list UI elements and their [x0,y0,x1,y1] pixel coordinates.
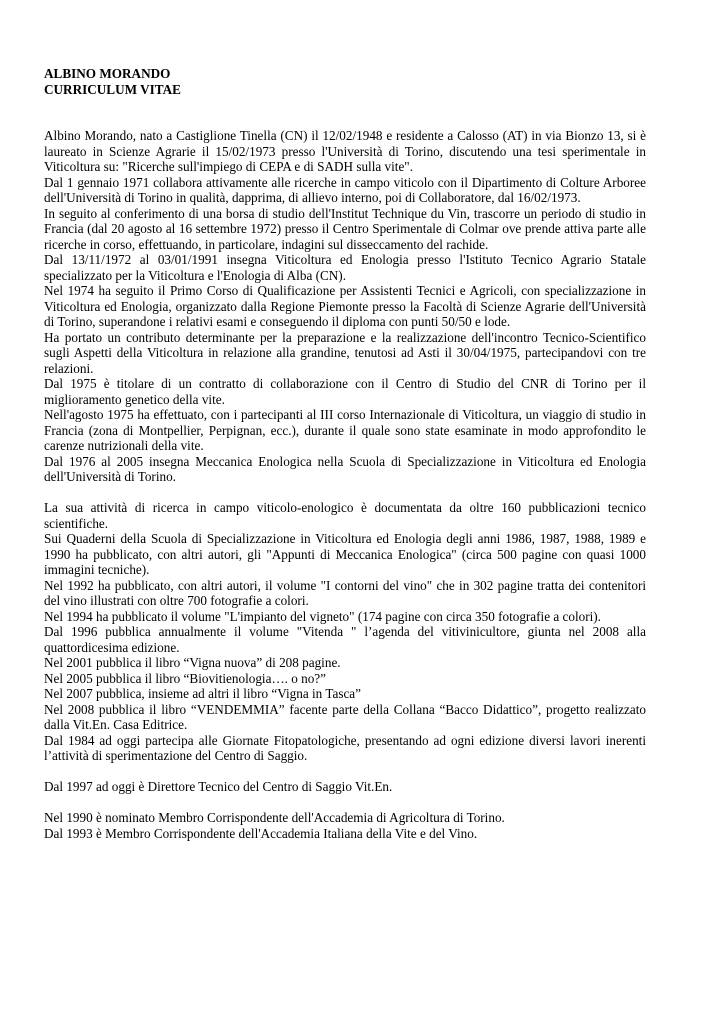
document-title: CURRICULUM VITAE [44,81,181,97]
paragraph: Dal 1975 è titolare di un contratto di collaborazione con il Centro di Studio del CNR di Torino per il miglioramento genetico della vite. [44,376,646,407]
header-block [44,66,646,97]
section-career [44,128,646,485]
paragraph: Nel 2007 pubblica, insieme ad altri il libro “Vigna in Tasca” [44,686,362,701]
paragraph: La sua attività di ricerca in campo viticolo-enologico è documentata da oltre 160 pubblicazioni tecnico scientifiche. [44,500,646,531]
paragraph: In seguito al conferimento di una borsa di studio dell'Institut Technique du Vin, trascorre un periodo di studio in Francia (dal 20 agosto al 16 settembre 1972) presso il Centro Sperimentale di Colmar ove prende attiva parte alle ricerche in corso, effettuando, in particolare, indagini sul disseccamento del rachide. [44,205,646,252]
paragraph: Dal 1997 ad oggi è Direttore Tecnico del Centro di Saggio Vit.En. [44,779,393,794]
paragraph-gap [44,795,646,811]
paragraph: Ha portato un contributo determinante per la preparazione e la realizzazione dell'incontro Tecnico-Scientifico sugli Aspetti della Viticoltura in relazione alla grandine, tenutosi ad Asti il 30/04/1975, partecipandovi con tre relazioni. [44,329,646,376]
paragraph: Dal 1976 al 2005 insegna Meccanica Enologica nella Scuola di Specializzazione in Viticoltura ed Enologia dell'Università di Torino. [44,453,646,484]
paragraph: Dal 1 gennaio 1971 collabora attivamente alle ricerche in campo viticolo con il Dipartimento di Colture Arboree dell'Università di Torino in qualità, dapprima, di allievo interno, poi di Collaboratore, dal 16/02/1973. [44,174,646,205]
paragraph: Sui Quaderni della Scuola di Specializzazione in Viticoltura ed Enologia degli anni 1986, 1987, 1988, 1989 e 1990 ha pubblicato, con altri autori, gli "Appunti di Meccanica Enologica" (circa 500 pagine con quasi 1000 immagini tecniche). [44,531,646,577]
paragraph-gap [44,764,646,780]
paragraph-gap [44,485,646,501]
author-name: ALBINO MORANDO [44,66,171,81]
paragraph: Nel 2005 pubblica il libro “Biovitienologia…. o no?” [44,670,327,686]
section-director [44,779,646,795]
paragraph: Nel 2008 pubblica il libro “VENDEMMIA” facente parte della Collana “Bacco Didattico”, progetto realizzato dalla Vit.En. Casa Editrice. [44,701,646,732]
paragraph: Dal 1984 ad oggi partecipa alle Giornate Fitopatologiche, presentando ad ogni edizione diversi lavori inerenti l’attività di sperimentazione del Centro di Saggio. [44,732,646,763]
paragraph: Nel 1990 è nominato Membro Corrispondente dell'Accademia di Agricoltura di Torino. [44,810,505,825]
paragraph: Albino Morando, nato a Castiglione Tinella (CN) il 12/02/1948 e residente a Calosso (AT) in via Bionzo 13, si è laureato in Scienze Agrarie il 15/02/1973 presso l'Università di Torino, discutendo una tesi sperimentale in Viticoltura su: "Ricerche sull'impiego di CEPA e di SADH sulla vite". [44,128,646,174]
paragraph: Nel 1994 ha pubblicato il volume "L'impianto del vigneto" (174 pagine con circa 350 fotografie a colori). [44,608,601,624]
section-memberships [44,810,646,841]
section-publications [44,500,646,764]
paragraph: Dal 1993 è Membro Corrispondente dell'Accademia Italiana della Vite e del Vino. [44,825,478,841]
paragraph: Dal 13/11/1972 al 03/01/1991 insegna Viticoltura ed Enologia presso l'Istituto Tecnico Agrario Statale specializzato per la Viticoltura e l'Enologia di Alba (CN). [44,252,646,283]
paragraph: Nell'agosto 1975 ha effettuato, con i partecipanti al III corso Internazionale di Viticoltura, un viaggio di studio in Francia (zona di Montpellier, Perpignan, ecc.), durante il quale sono state esaminate in modo approfondito le carenze nutrizionali della vite. [44,407,646,453]
paragraph: Nel 1992 ha pubblicato, con altri autori, il volume "I contorni del vino" che in 302 pagine tratta dei contenitori del vino illustrati con oltre 700 fotografie a colori. [44,577,646,608]
document-page [44,66,646,841]
paragraph: Nel 1974 ha seguito il Primo Corso di Qualificazione per Assistenti Tecnici e Agricoli, con specializzazione in Viticoltura ed Enologia, organizzato dalla Regione Piemonte presso la Facoltà di Scienze Agrarie dell'Università di Torino, superandone i relativi esami e conseguendo il diploma con punti 50/50 e lode. [44,283,646,329]
paragraph: Dal 1996 pubblica annualmente il volume "Vitenda " l’agenda del vitivinicultore, giunta nel 2008 alla quattordicesima edizione. [44,624,646,655]
paragraph: Nel 2001 pubblica il libro “Vigna nuova” di 208 pagine. [44,655,341,670]
